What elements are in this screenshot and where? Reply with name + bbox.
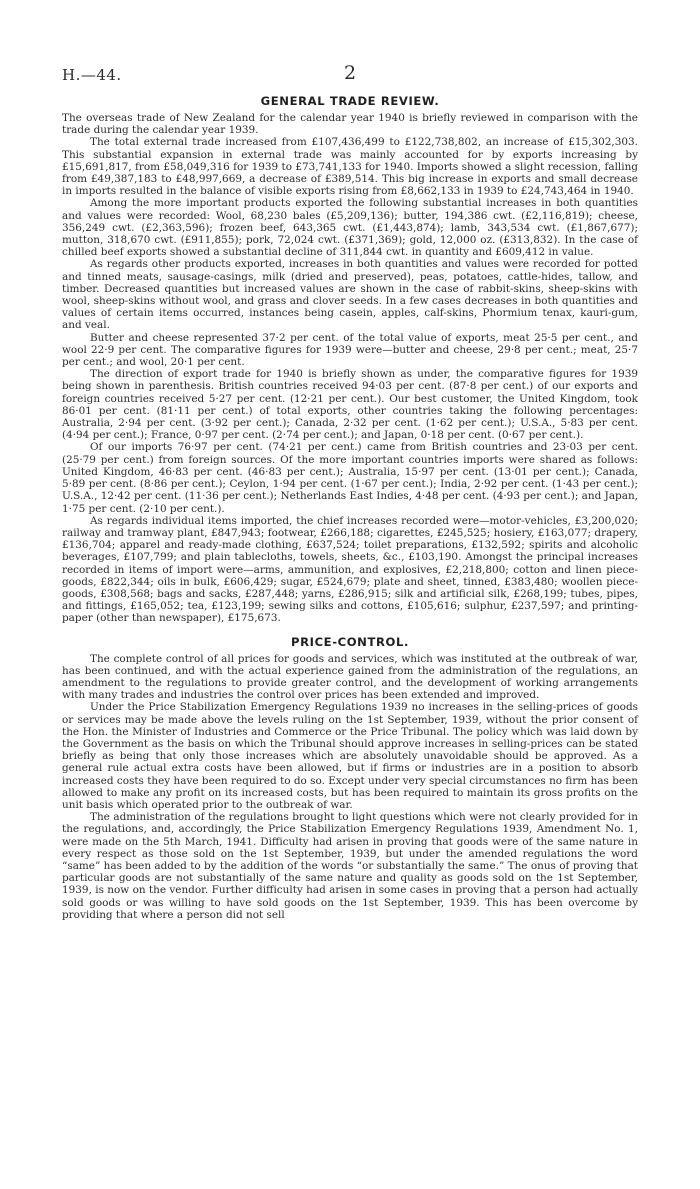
paragraph: Among the more important products exported the following substantial increases in both quantities and values were recorded: Wool, 68,230 bales (£5,209,136); butter, 194,386 cwt. (£2,116,819); cheese, 356,249 cwt. (£2,363,596); frozen beef, 643,365 cwt. (£1,443,874); lamb, 343,534 cwt. (£1,867,677); mutton, 318,670 cwt. (£911,855); pork, 72,024 cwt. (£371,369); gold, 12,000 oz. (£313,832). In the case of chilled beef exports showed a substantial decline of 311,844 cwt. in quantity and £609,412 in value. bbox=[62, 197, 638, 259]
paragraph: The overseas trade of New Zealand for the calendar year 1940 is briefly reviewed in comparison with the trade during the calendar year 1939. bbox=[62, 112, 638, 137]
paragraph: As regards individual items imported, the chief increases recorded were—motor-vehicles, £3,200,020; railway and tramway plant, £847,943; footwear, £266,188; cigarettes, £245,525; hosiery, £163,077; drapery, £136,704; apparel and ready-made clothing, £637,524; toilet preparations, £132,592; spirits and alcoholic beverages, £107,799; and plain tablecloths, towels, sheets, &c., £103,190. Amongst the principal increases recorded in items of import were—arms, ammunition, and explosives, £2,218,800; cotton and linen piece-goods, £822,344; oils in bulk, £606,429; sugar, £524,679; plate and sheet, tinned, £383,480; woollen piece-goods, £308,568; bags and sacks, £287,448; yarns, £286,915; silk and artificial silk, £268,199; tubes, pipes, and fittings, £165,052; tea, £123,199; sewing silks and cottons, £105,616; sulphur, £237,597; and printing-paper (other than newspaper), £175,673. bbox=[62, 514, 638, 625]
section-title-trade-review: GENERAL TRADE REVIEW. bbox=[260, 94, 440, 108]
document-reference: H.—44. bbox=[62, 66, 122, 84]
paragraph: The administration of the regulations brought to light questions which were not clearly provided for in the regulations, and, accordingly, the Price Stabilization Emergency Regulations 1939, Amendment No. 1, were made on the 5th March, 1941. Difficulty had arisen in proving that goods were of the same nature in every respect as those sold on the 1st September, 1939, but under the amended regulations the word “same” has been added to by the addition of the words “or substantially the same.” The onus of proving that particular goods are not substantially of the same nature and quality as goods sold on the 1st September, 1939, is now on the vendor. Further difficulty had arisen in some cases in proving that a person had actually sold goods or was willing to have sold goods on the 1st September, 1939. This has been overcome by providing that where a person did not sell bbox=[62, 811, 638, 921]
paragraph: The complete control of all prices for goods and services, which was instituted at the outbreak of war, has been continued, and with the actual experience gained from the administration of the regulations, an amendment to the regulations to provide greater control, and the development of working arrangements with many trades and industries the control over prices has been extended and improved. bbox=[62, 652, 638, 702]
paragraph: As regards other products exported, increases in both quantities and values were recorded for potted and tinned meats, sausage-casings, milk (dried and preserved), peas, potatoes, cattle-hides, tallow, and timber. Decreased quantities but increased values are shown in the case of rabbit-skins, sheep-skins with wool, sheep-skins without wool, and grass and clover seeds. In a few cases decreases in both quantities and values of certain items occurred, instances being casein, apples, calf-skins, Phormium tenax, kauri-gum, and veal. bbox=[62, 258, 638, 332]
page-header bbox=[62, 62, 638, 90]
section-title-price-control: PRICE-CONTROL. bbox=[291, 634, 409, 649]
paragraph: Under the Price Stabilization Emergency Regulations 1939 no increases in the selling-prices of goods or services may be made above the levels ruling on the 1st September, 1939, without the prior consent of the Hon. the Minister of Industries and Commerce or the Price Tribunal. The policy which was laid down by the Government as the basis on which the Tribunal should approve increases in selling-prices can be stated briefly as being that only those increases which are absolutely unavoidable should be approved. As a general rule actual extra costs have been allowed, but if firms or industries are in a position to absorb increased costs they have been required to do so. Except under very special circumstances no firm has been allowed to make any profit on its increased costs, but has been required to maintain its gross profits on the unit basis which operated prior to the outbreak of war. bbox=[62, 701, 638, 811]
trade-review-section bbox=[62, 94, 638, 625]
paragraph: Of our imports 76·97 per cent. (74·21 per cent.) came from British countries and 23·03 per cent. (25·79 per cent.) from foreign sources. Of the more important countries imports were shared as follows: United Kingdom, 46·83 per cent. (46·83 per cent.); Australia, 15·97 per cent. (13·01 per cent.); Canada, 5·89 per cent. (8·86 per cent.); Ceylon, 1·94 per cent. (1·67 per cent.); India, 2·92 per cent. (1·43 per cent.); U.S.A., 12·42 per cent. (11·36 per cent.); Netherlands East Indies, 4·48 per cent. (4·93 per cent.); and Japan, 1·75 per cent. (2·10 per cent.). bbox=[62, 441, 638, 515]
document-page bbox=[62, 62, 638, 921]
paragraph: The total external trade increased from £107,436,499 to £122,738,802, an increase of £15,302,303. This substantial expansion in external trade was mainly accounted for by exports increasing by £15,691,817, from £58,049,316 for 1939 to £73,741,133 for 1940. Imports showed a slight recession, falling from £49,387,183 to £48,997,669, a decrease of £389,514. This big increase in exports and small decrease in imports resulted in the balance of visible exports rising from £8,662,133 in 1939 to £24,743,464 in 1940. bbox=[62, 136, 638, 198]
price-control-section bbox=[62, 635, 638, 921]
paragraph: The direction of export trade for 1940 is briefly shown as under, the comparative figures for 1939 being shown in parenthesis. British countries received 94·03 per cent. (87·8 per cent.) of our exports and foreign countries received 5·27 per cent. (12·21 per cent.). Our best customer, the United Kingdom, took 86·01 per cent. (81·11 per cent.) of total exports, other countries taking the following percentages: Australia, 2·94 per cent. (3·92 per cent.); Canada, 2·32 per cent. (1·62 per cent.); U.S.A., 5·83 per cent. (4·94 per cent.); France, 0·97 per cent. (2·74 per cent.); and Japan, 0·18 per cent. (0·67 per cent.). bbox=[62, 368, 638, 442]
page-number: 2 bbox=[343, 62, 357, 84]
paragraph: Butter and cheese represented 37·2 per cent. of the total value of exports, meat 25·5 per cent., and wool 22·9 per cent. The comparative figures for 1939 were—butter and cheese, 29·8 per cent.; meat, 25·7 per cent.; and wool, 20·1 per cent. bbox=[62, 331, 638, 369]
